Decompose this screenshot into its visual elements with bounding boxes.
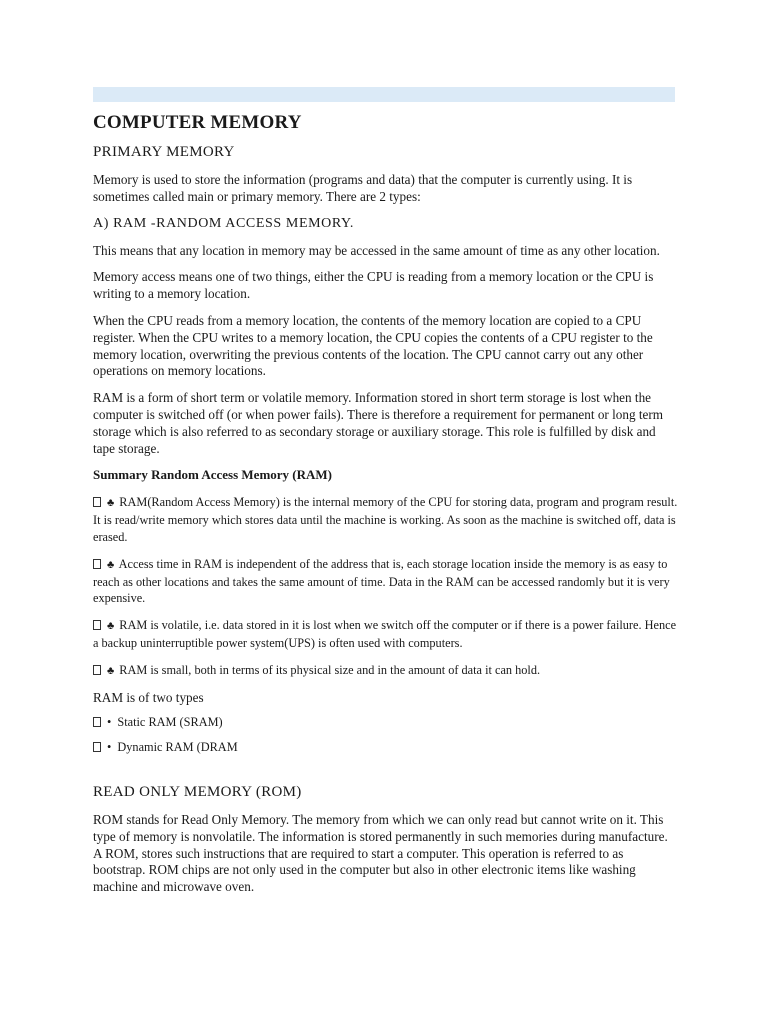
document-content: [93, 112, 678, 906]
bullet-dot-icon: •: [107, 740, 112, 755]
ram-type-text: Static RAM (SRAM): [117, 715, 223, 730]
box-icon: [93, 717, 101, 727]
rom-heading: READ ONLY MEMORY (ROM): [93, 783, 302, 800]
bullet-dot-icon: •: [107, 715, 112, 730]
ram-paragraph: When the CPU reads from a memory location, the contents of the memory location are copied to a CPU register. When the CPU writes to a memory location, the CPU copies the contents of a CPU register to the memory location, overwriting the previous contents of the location. The CPU cannot carry out any other operations on memory locations.: [93, 312, 653, 379]
rom-paragraph: ROM stands for Read Only Memory. The memory from which we can only read but cannot write on it. This type of memory is nonvolatile. The information is stored permanently in such memories during manufacture. A ROM, stores such instructions that are required to start a computer. This operation is referred to as bootstrap. ROM chips are not only used in the computer but also in other electronic items like washing machine and microwave oven.: [93, 811, 668, 895]
ram-paragraph: Memory access means one of two things, either the CPU is reading from a memory location or the CPU is writing to a memory location.: [93, 269, 654, 302]
club-icon: ♣: [107, 558, 115, 571]
ram-type-text: Dynamic RAM (DRAM: [117, 740, 238, 755]
ram-paragraph: This means that any location in memory may be accessed in the same amount of time as any other location.: [93, 242, 660, 258]
summary-bullet: [93, 662, 678, 680]
box-icon: [93, 497, 101, 507]
section-spacer: [93, 766, 678, 784]
summary-bullet-text: RAM(Random Access Memory) is the internal memory of the CPU for storing data, program and program result. It is read/write memory which stores data until the machine is working. As soon as the machine is switched off, data is erased.: [93, 495, 678, 544]
primary-memory-heading: PRIMARY MEMORY: [93, 144, 235, 160]
ram-paragraph: RAM is a form of short term or volatile memory. Information stored in short term storage is lost when the computer is switched off (or when power fails). There is therefore a requirement for permanent or long term storage which is also referred to as secondary storage or auxiliary storage. This role is fulfilled by disk and tape storage.: [93, 390, 664, 456]
document-title: COMPUTER MEMORY: [93, 112, 302, 133]
ram-type-item: [93, 714, 678, 731]
summary-bullet-text: Access time in RAM is independent of the address that is, each storage location inside the memory is as easy to reach as other locations and takes the same amount of time. Data in the RAM can be accessed randomly but it is very expensive.: [93, 556, 670, 606]
ram-types-intro: RAM is of two types: [93, 689, 204, 705]
summary-bullet-text: RAM is volatile, i.e. data stored in it is lost when we switch off the computer or if there is a power failure. Hence a backup uninterruptible power system(UPS) is often used with computers.: [93, 618, 677, 650]
ram-type-item: [93, 739, 678, 756]
summary-bullet: [93, 617, 678, 652]
box-icon: [93, 742, 101, 752]
summary-bullet: [93, 494, 678, 545]
club-icon: ♣: [107, 620, 115, 633]
summary-bullet: [93, 556, 678, 607]
summary-bullet-text: RAM is small, both in terms of its physical size and in the amount of data it can hold.: [119, 662, 541, 677]
box-icon: [93, 620, 101, 630]
box-icon: [93, 559, 101, 569]
box-icon: [93, 665, 101, 675]
ram-heading: A) RAM -RANDOM ACCESS MEMORY.: [93, 215, 355, 231]
header-band: [93, 87, 675, 102]
club-icon: ♣: [107, 664, 115, 677]
club-icon: ♣: [107, 497, 115, 510]
intro-paragraph: Memory is used to store the information (programs and data) that the computer is currently using. It is sometimes called main or primary memory. There are 2 types:: [93, 172, 633, 204]
summary-heading: Summary Random Access Memory (RAM): [93, 467, 333, 483]
